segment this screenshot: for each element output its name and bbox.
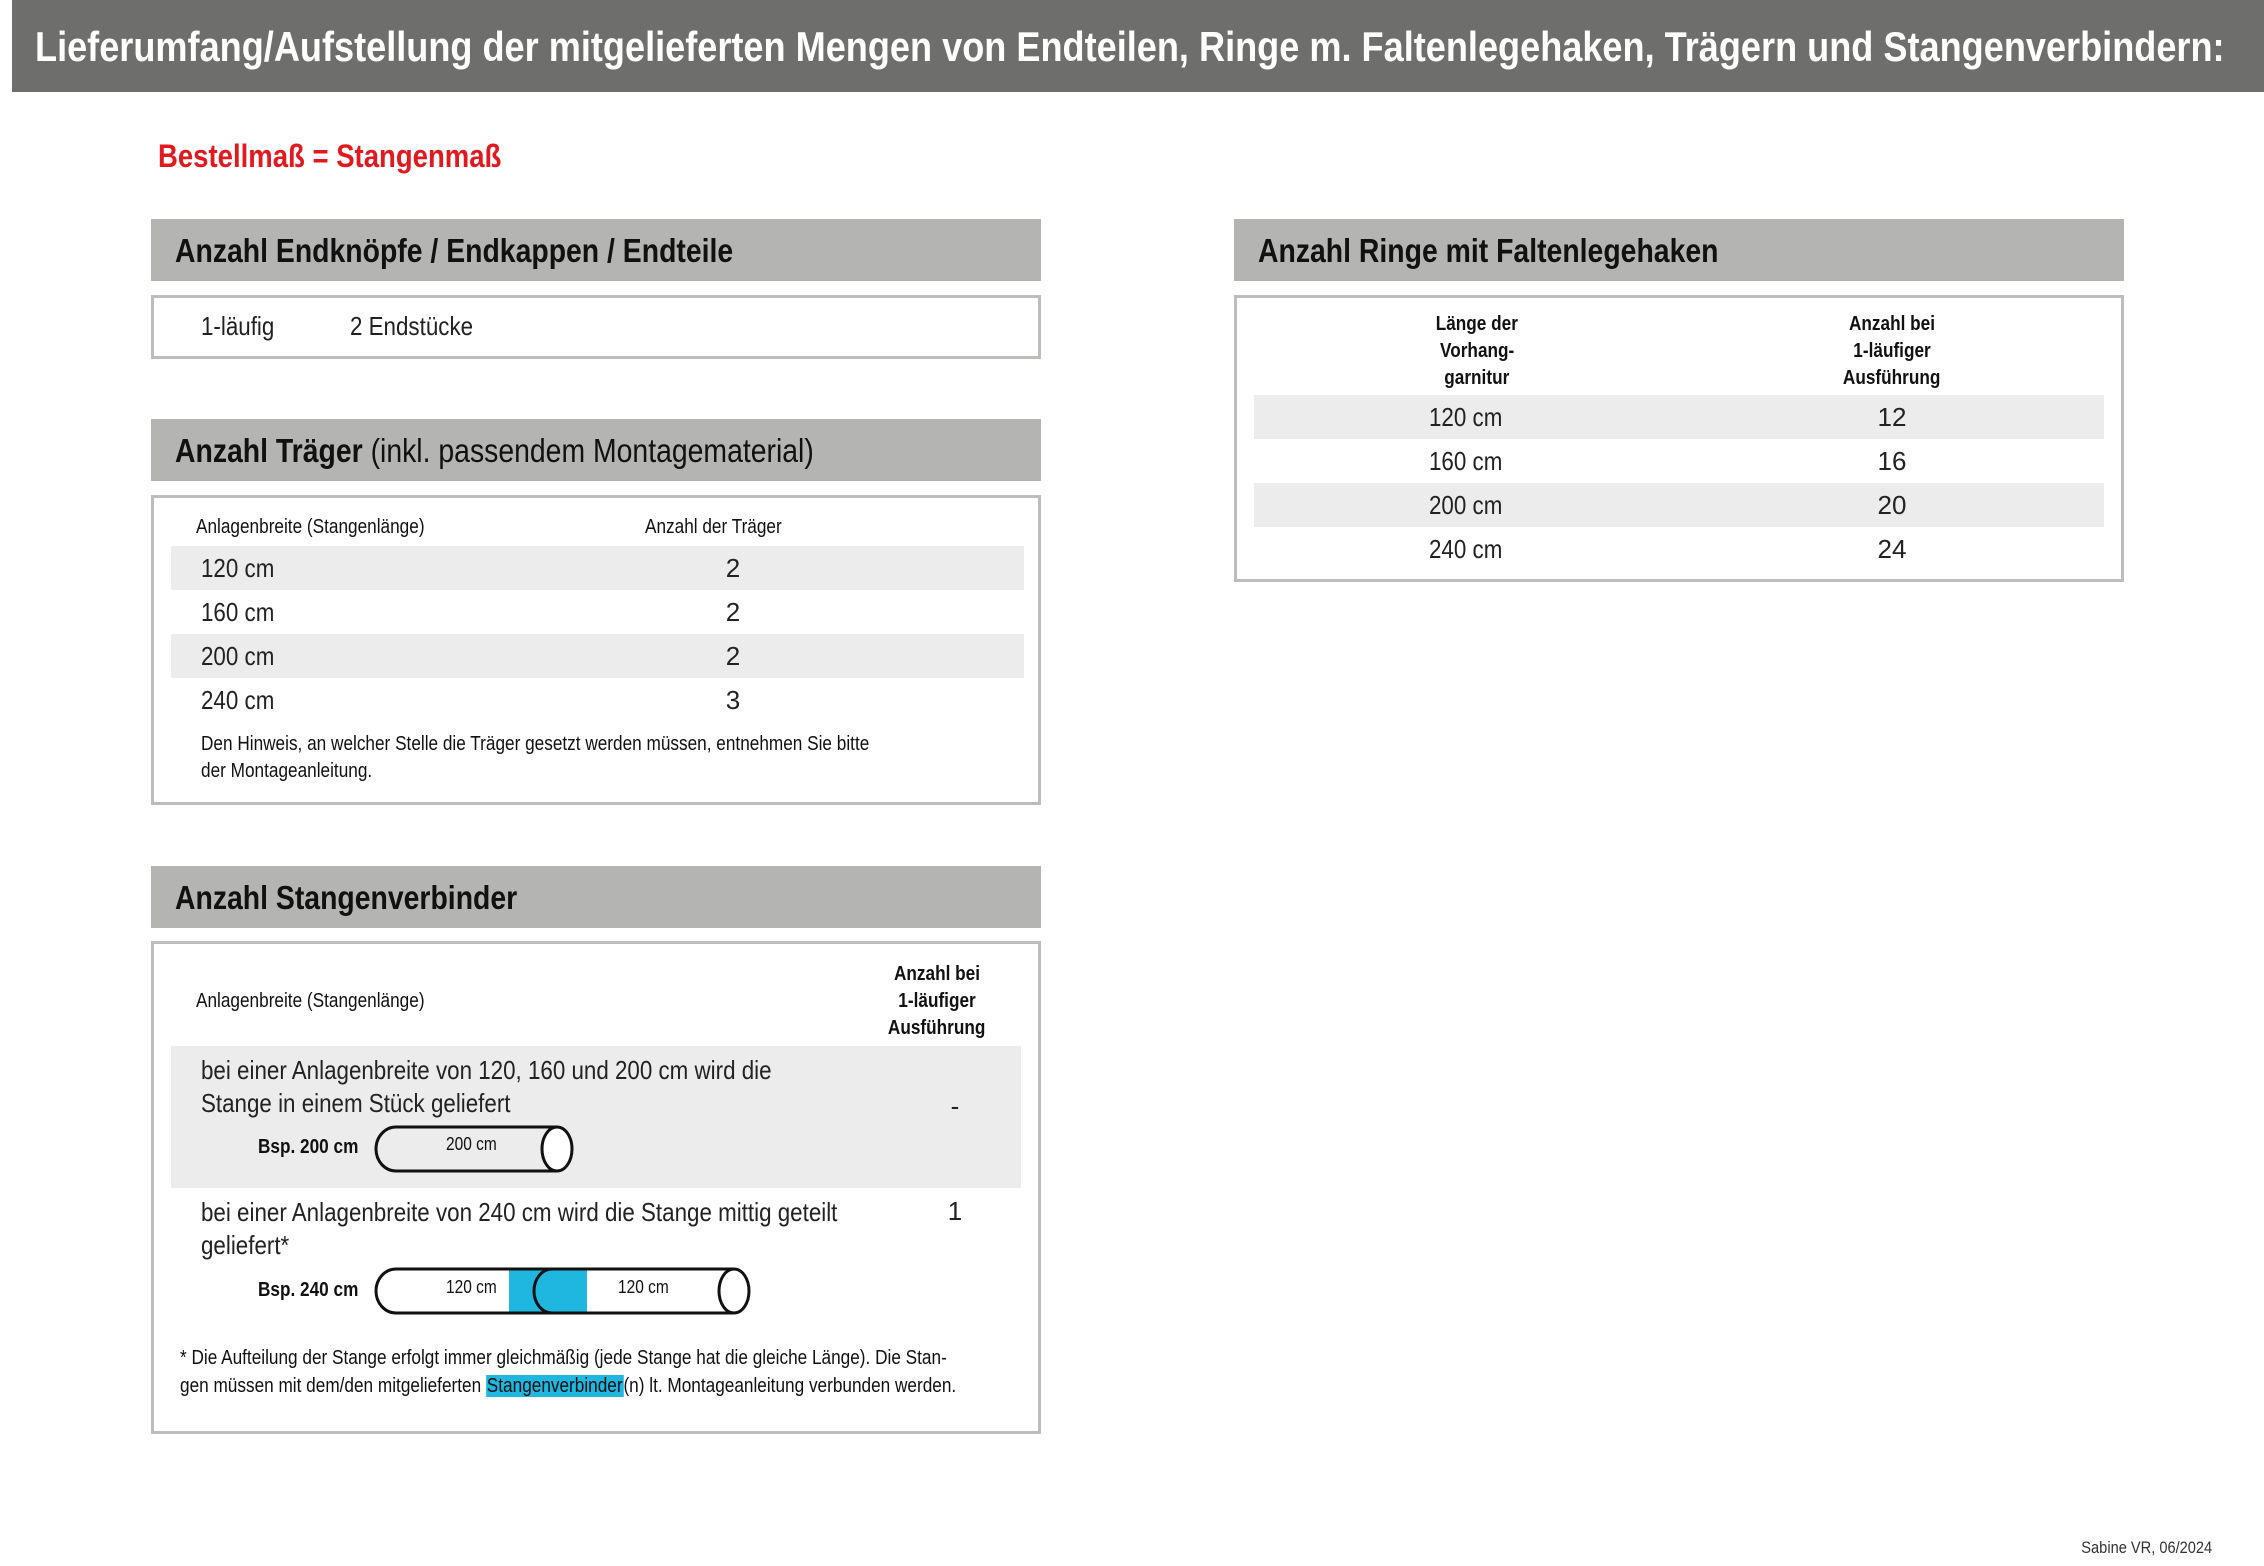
footer-credit: Sabine VR, 06/2024: [2081, 1538, 2212, 1557]
verbinder-row1-count: -: [950, 1091, 960, 1121]
traeger-note: Den Hinweis, an welcher Stelle die Träger gesetzt werden müssen, entnehmen Sie bitte der Montageanleitung.: [201, 733, 870, 782]
endteile-value: 2 Endstücke: [350, 311, 474, 341]
table-row: 240 cm 24: [1429, 534, 1907, 564]
example-label-200: Bsp. 200 cm: [258, 1136, 359, 1158]
table-row: 240 cm 3: [201, 685, 741, 715]
verbinder-footnote: * Die Aufteilung der Stange erfolgt immer gleichmäßig (jede Stange hat die gleiche Länge). Die Stan- gen müssen mit dem/den mitgelieferten Stangenverbinder(n) lt. Montageanleitung verbunden werden.: [180, 1347, 957, 1397]
verbinder-row-single: [171, 1046, 1021, 1188]
verbinder-row2-count: 1: [947, 1196, 963, 1226]
verbinder-heading: Anzahl Stangenverbinder: [151, 866, 1041, 928]
table-row: 160 cm 2: [201, 597, 741, 627]
verbinder-col2-header: Anzahl bei 1-läufiger Ausführung: [888, 963, 986, 1039]
verbinder-box: [151, 941, 1041, 1434]
connector-highlight: [509, 1270, 587, 1313]
rod-label-left: 120 cm: [446, 1277, 497, 1297]
verbinder-row2-text: bei einer Anlagenbreite von 240 cm wird die Stange mittig geteilt geliefert*: [201, 1197, 838, 1260]
traeger-col2-header: Anzahl der Träger: [645, 516, 782, 538]
order-size-note: Bestellmaß = Stangenmaß: [158, 138, 502, 174]
rod-label-right: 120 cm: [618, 1277, 669, 1297]
table-row: 200 cm 20: [1254, 483, 2104, 527]
verbinder-col1-header: Anlagenbreite (Stangenlänge): [196, 990, 425, 1012]
traeger-col1-header: Anlagenbreite (Stangenlänge): [196, 516, 425, 538]
connector-term-highlight: Stangenverbinder: [486, 1375, 623, 1397]
endteile-type: 1-läufig: [201, 311, 275, 341]
table-row: 120 cm 12: [1254, 395, 2104, 439]
verbinder-row-split: [171, 1188, 1021, 1338]
verbinder-row1-text: bei einer Anlagenbreite von 120, 160 und 200 cm wird die Stange in einem Stück geliefert: [201, 1055, 772, 1118]
traeger-box: [151, 495, 1041, 805]
endteile-heading: Anzahl Endknöpfe / Endkappen / Endteile: [151, 219, 1041, 281]
table-row: 200 cm 2: [171, 634, 1024, 678]
table-row: 120 cm 2: [171, 546, 1024, 590]
table-row: 160 cm 16: [1429, 446, 1907, 476]
rod-label-200: 200 cm: [446, 1134, 497, 1154]
ringe-col1-header: Länge der Vorhang- garnitur: [1435, 313, 1519, 389]
example-label-240: Bsp. 240 cm: [258, 1279, 359, 1301]
ringe-heading: Anzahl Ringe mit Faltenlegehaken: [1234, 219, 2124, 281]
ringe-box: [1234, 295, 2124, 582]
endteile-box: [151, 295, 1041, 359]
ringe-col2-header: Anzahl bei 1-läufiger Ausführung: [1843, 313, 1941, 389]
rod-split-diagram: [374, 1267, 754, 1317]
traeger-heading: Anzahl Träger (inkl. passendem Montagematerial): [151, 419, 1041, 481]
header-bar: [12, 0, 2264, 92]
page-title: Lieferumfang/Aufstellung der mitgelieferten Mengen von Endteilen, Ringe m. Faltenlegehaken, Trägern und Stangenverbindern:: [35, 23, 2225, 70]
